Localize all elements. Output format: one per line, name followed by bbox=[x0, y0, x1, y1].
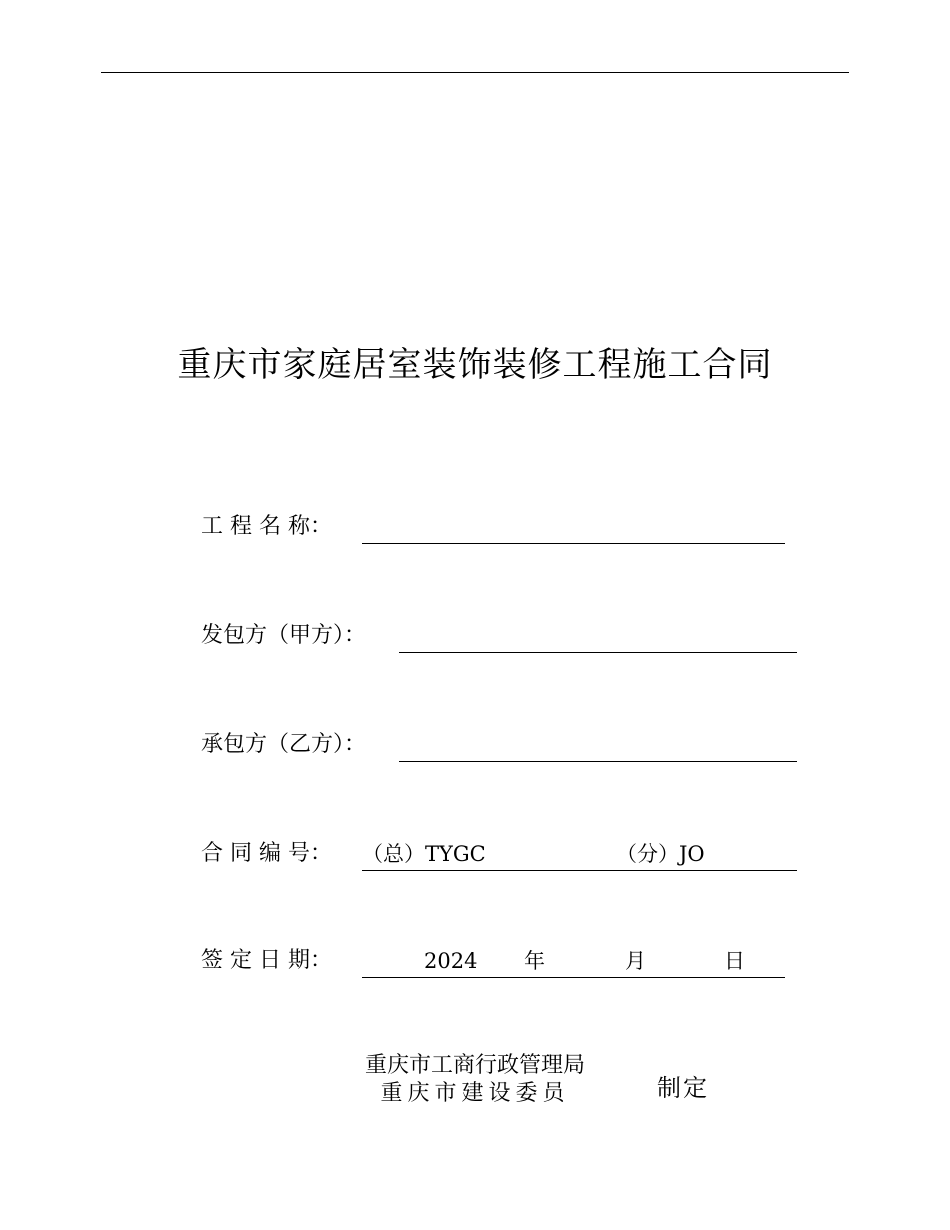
contract-title: 重庆市家庭居室装饰装修工程施工合同 bbox=[177, 345, 773, 385]
party-b-blank[interactable] bbox=[399, 729, 797, 762]
org-construction-committee: 重庆市建设委员 bbox=[380, 1081, 570, 1106]
party-a-row bbox=[201, 620, 801, 652]
sign-date-blank[interactable] bbox=[362, 945, 785, 978]
contract-no-row bbox=[201, 838, 801, 870]
contract-no-label: 合 同 编 号： bbox=[201, 841, 332, 866]
project-name-blank[interactable] bbox=[362, 511, 785, 544]
sign-date-label: 签 定 日 期： bbox=[201, 948, 332, 973]
issuing-organizations bbox=[330, 1052, 620, 1108]
project-name-row bbox=[201, 511, 791, 543]
header-rule bbox=[101, 72, 849, 73]
sign-date-year-unit: 年 bbox=[524, 949, 545, 973]
party-b-row bbox=[201, 729, 801, 761]
sign-date-year: 2024 bbox=[424, 949, 478, 973]
party-a-blank[interactable] bbox=[399, 620, 797, 653]
org-commerce-bureau: 重庆市工商行政管理局 bbox=[364, 1053, 585, 1078]
sign-date-day-unit: 日 bbox=[724, 949, 745, 973]
sign-date-row bbox=[201, 945, 791, 977]
party-b-label: 承包方（乙方）： bbox=[201, 732, 367, 757]
contract-no-branch: （分）JO bbox=[616, 842, 705, 866]
party-a-label: 发包方（甲方）： bbox=[201, 623, 367, 648]
sign-date-month-unit: 月 bbox=[625, 949, 646, 973]
project-name-label: 工 程 名 称： bbox=[201, 514, 332, 539]
contract-no-blank[interactable] bbox=[362, 838, 797, 871]
made-by-text: 制定 bbox=[657, 1074, 709, 1102]
contract-no-total: （总）TYGC bbox=[362, 842, 486, 866]
